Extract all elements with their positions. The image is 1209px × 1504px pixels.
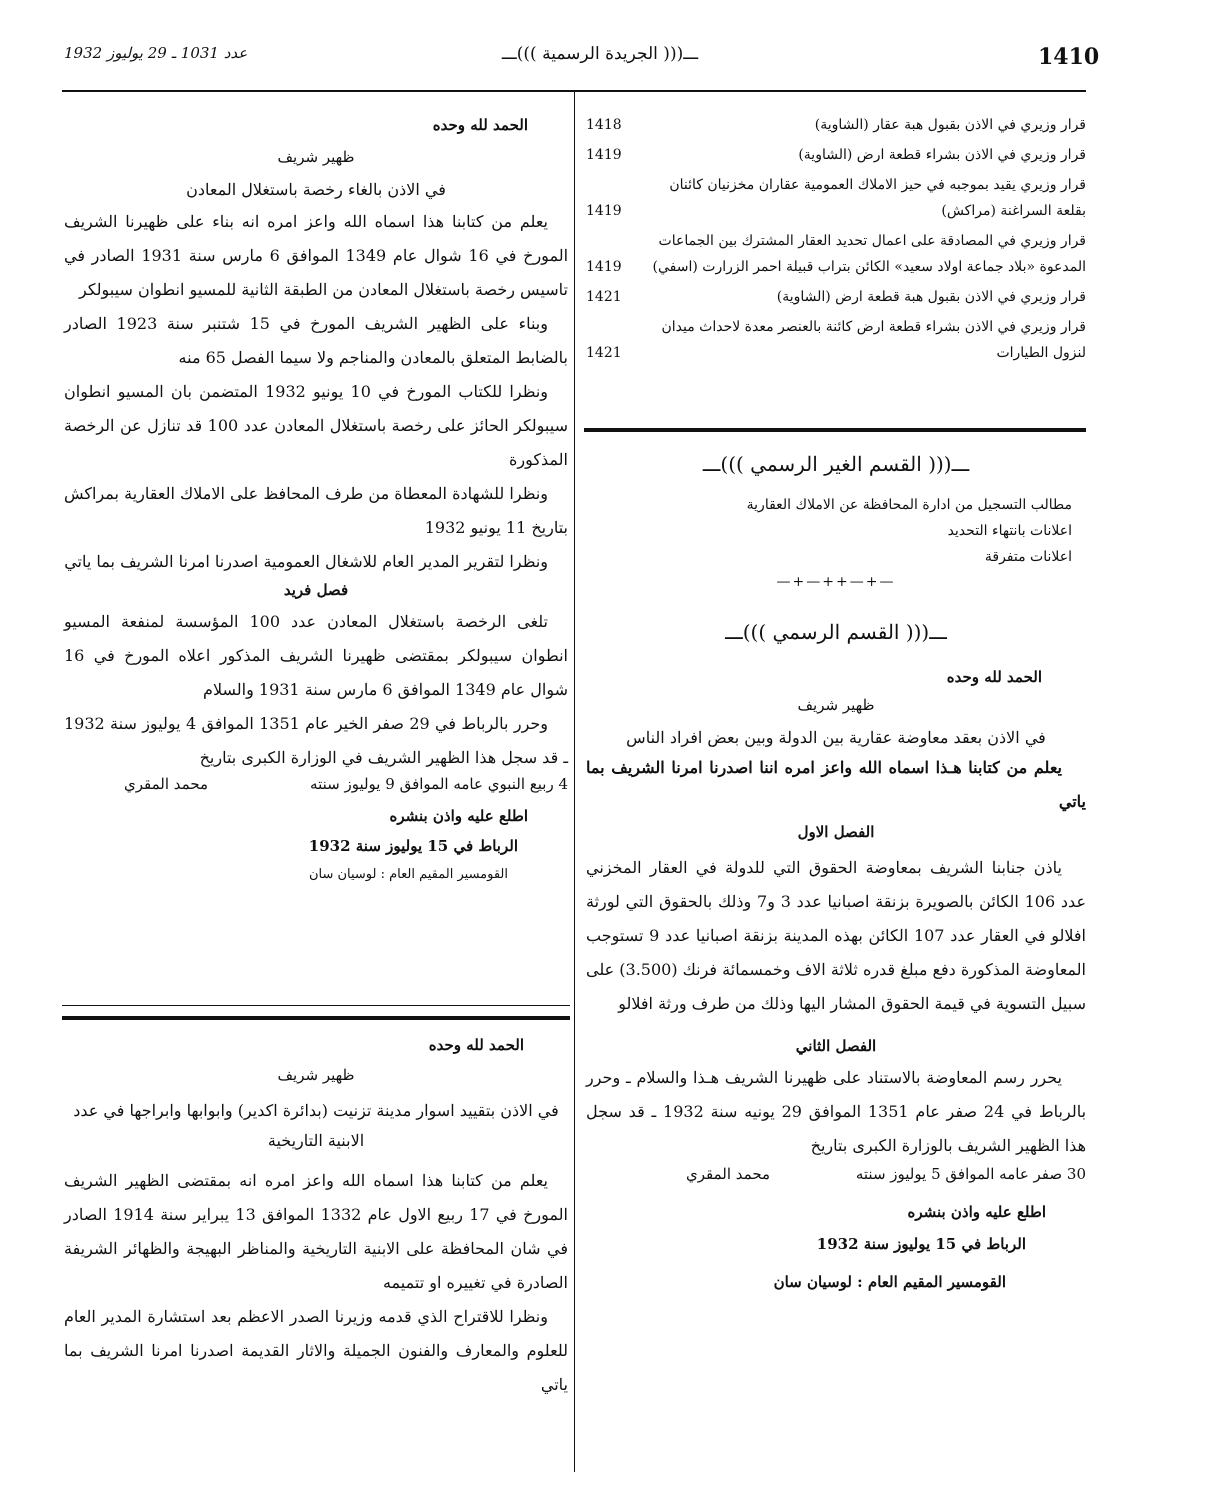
toc-entry (586, 284, 1086, 310)
toc-entry-text: قرار وزيري في الاذن بقبول هبة قطعة ارض (الشاوية) (776, 289, 1086, 305)
dahir-heading: ظهير شريف (277, 1066, 355, 1084)
toc-entry-text: قرار وزيري في الاذن بشراء قطعة ارض كائنة بالعنصر معدة لاحداث ميدان لنزول الطيارات (661, 319, 1086, 361)
paragraph: يعلم من كتابنا هذا اسماه الله واعز امره انه بناء على ظهيرنا الشريف المورخ في 16 شوال عام 1349 الموافق 6 مارس سنة 1931 الصادر في تاسيس رخصة باستغلال المعادن من الطبقة الثانية للمسيو انطوان سيبولكر (64, 212, 569, 299)
toc-entry-page: 1421 (586, 345, 622, 361)
dahir-heading: ظهير شريف (797, 696, 875, 714)
praise-heading: الحمد لله وحده (432, 116, 528, 134)
nonofficial-item: اعلانات متفرقة (984, 549, 1072, 565)
toc-entry-text: قرار وزيري يقيد بموجبه في حيز الاملاك العمومية عقاران مخزنيان كائنان بقلعة السراغنة (مراكش) (669, 177, 1086, 219)
registration-date: 30 صفر عامه الموافق 5 يوليوز سنته (855, 1165, 1086, 1183)
decree-intro: يعلم من كتابنا هـذا اسماه الله واعز امره اننا اصدرنا امرنا الشريف بما ياتي (586, 758, 1086, 811)
ornament: —+—++—+— (776, 574, 896, 590)
registration-row (64, 775, 568, 793)
paragraph: وبناء على الظهير الشريف المورخ في 15 شتنبر سنة 1923 الصادر بالضابط المتعلق بالمعادن والمناجم ولا سيما الفصل 65 منه (64, 314, 568, 367)
official-section (586, 620, 1086, 1291)
nonofficial-item: مطالب التسجيل من ادارة المحافظة عن الاملاك العقارية (746, 497, 1072, 513)
toc-entry (586, 142, 1086, 168)
chapter-title: فصل فريد (283, 581, 349, 599)
section-rule (62, 1016, 570, 1020)
signer-name: محمد المقري (686, 1165, 771, 1183)
approval-line: اطلع عليه واذن بنشره (907, 1203, 1046, 1221)
paragraph: تلغى الرخصة باستغلال المعادن عدد 100 المؤسسة لمنفعة المسيو انطوان سيبولكر بمقتضى ظهيرنا الشريف المذكور اعلاه المورخ في 16 شوال عام 1349 الموافق 6 مارس سنة 1931 والسلام (64, 612, 568, 699)
official-title: ـــ((( القسم الرسمي )))ـــ (725, 620, 947, 644)
toc-entry (586, 314, 1086, 366)
nonofficial-section (586, 452, 1086, 590)
issue-info: عدد 1031 ـ 29 يوليوز 1932 (64, 44, 248, 62)
table-of-contents (586, 112, 1086, 370)
nonofficial-title: ـــ((( القسم الغير الرسمي )))ـــ (702, 452, 970, 476)
paragraph: ونظرا للكتاب المورخ في 10 يونيو 1932 المتضمن بان المسيو انطوان سيبولكر الحائز على رخصة باستغلال المعادن عدد 100 قد تنازل عن الرخصة المذكورة (64, 382, 568, 469)
section-rule (584, 428, 1086, 432)
decree-subject: في الاذن بالغاء رخصة باستغلال المعادن (186, 180, 446, 199)
chapter-1-title: الفصل الاول (797, 823, 875, 841)
monuments-dahir (64, 1036, 568, 1402)
chapter-1-text: ياذن جنابنا الشريف بمعاوضة الحقوق التي للدولة في العقار المخزني عدد 106 الكائن بالصويرة بزنقة اصبانيا عدد 3 و7 وذلك بالحقوق التي لورثة افلالو في العقار عدد 107 الكائن بهذه المدينة بزنقة اصبانيا عدد 9 تستوجب المعاوضة المذكورة دفع مبلغ قدره ثلاثة الاف وخمسمائة فرنك (3.500) على سبيل التسوية في قيمة الحقوق المشار اليها وذلك من طرف ورثة افلالو (586, 858, 1087, 1013)
paragraph: يعلم من كتابنا هذا اسماه الله واعز امره انه بمقتضى الظهير الشريف المورخ في 17 ربيع الاول عام 1332 الموافق 13 يبراير سنة 1914 الصادر في شان المحافظة على الابنية التاريخية والمناظر البهيجة والظهائر الشريفة الصادرة في تغييره او تتميمه (64, 1171, 568, 1292)
paragraph: ونظرا للاقتراح الذي قدمه وزيرنا الصدر الاعظم بعد استشارة المدير العام للعلوم والمعارف والفنون الجميلة والاثار القديمة اصدرنا امرنا الشريف بما ياتي (64, 1307, 568, 1394)
paragraph: ونظرا للشهادة المعطاة من طرف المحافظ على الاملاك العقارية بمراكش بتاريخ 11 يونيو 1932 (64, 484, 568, 537)
chapter-2-text: يحرر رسم المعاوضة بالاستناد على ظهيرنا الشريف هـذا والسلام ـ وحرر بالرباط في 24 صفر عام 1351 الموافق 29 يونيه سنة 1932 ـ قد سجل هذا الظهير الشريف بالوزارة الكبرى بتاريخ (586, 1068, 1087, 1155)
toc-entry-page: 1419 (586, 203, 622, 219)
toc-entry-text: قرار وزيري في المصادقة على اعمال تحديد العقار المشترك بين الجماعات المدعوة «بلاد جماعة اولاد سعيد» الكائن بتراب قبيلة احمر الزرارت (اسفي) (652, 233, 1086, 275)
gazette-title: ـــ((( الجريدة الرسمية )))ـــ (501, 44, 699, 64)
signer-name: محمد المقري (124, 775, 209, 793)
resident-general: القومسير المقيم العام : لوسيان سان (773, 1273, 1006, 1291)
decree-subject: في الاذن بعقد معاوضة عقارية بين الدولة وبين بعض افراد الناس (626, 728, 1046, 747)
toc-entry-page: 1419 (586, 147, 622, 163)
toc-entry (586, 172, 1086, 224)
paragraph: وحرر بالرباط في 29 صفر الخير عام 1351 الموافق 4 يوليوز سنة 1932 ـ قد سجل هذا الظهير الشريف في الوزارة الكبرى بتاريخ (64, 714, 568, 767)
toc-entry (586, 112, 1086, 138)
paragraph: ونظرا لتقرير المدير العام للاشغال العمومية اصدرنا امرنا الشريف بما ياتي (64, 552, 548, 571)
praise-heading: الحمد لله وحده (428, 1036, 524, 1054)
praise-heading: الحمد لله وحده (946, 668, 1042, 686)
decree-subject: في الاذن بتقييد اسوار مدينة تزنيت (بدائرة اكدير) وابوابها وابراجها في عدد الابنية التاريخية (73, 1101, 559, 1150)
column-divider (574, 92, 575, 1472)
registration-row (586, 1165, 1086, 1183)
approval-line: اطلع عليه واذن بنشره (389, 807, 528, 825)
resident-general: القومسير المقيم العام : لوسيان سان (308, 867, 508, 882)
toc-entry-page: 1421 (586, 289, 622, 305)
chapter-2-title: الفصل الثاني (795, 1037, 877, 1055)
mining-dahir (64, 116, 568, 882)
section-rule-thin (62, 1005, 570, 1006)
place-date: الرباط في 15 يوليوز سنة 1932 (816, 1235, 1026, 1253)
place-date: الرباط في 15 يوليوز سنة 1932 (308, 837, 518, 855)
registration-date: 4 ربيع النبوي عامه الموافق 9 يوليوز سنته (310, 775, 568, 793)
toc-entry-page: 1419 (586, 259, 622, 275)
toc-entry-page: 1418 (586, 117, 622, 133)
page-number: 1410 (1038, 44, 1100, 70)
toc-entry (586, 228, 1086, 280)
dahir-heading: ظهير شريف (277, 148, 355, 166)
toc-entry-text: قرار وزيري في الاذن بشراء قطعة ارض (الشاوية) (798, 147, 1086, 163)
toc-entry-text: قرار وزيري في الاذن بقبول هبة عقار (الشاوية) (814, 117, 1086, 133)
nonofficial-item: اعلانات بانتهاء التحديد (947, 523, 1072, 539)
